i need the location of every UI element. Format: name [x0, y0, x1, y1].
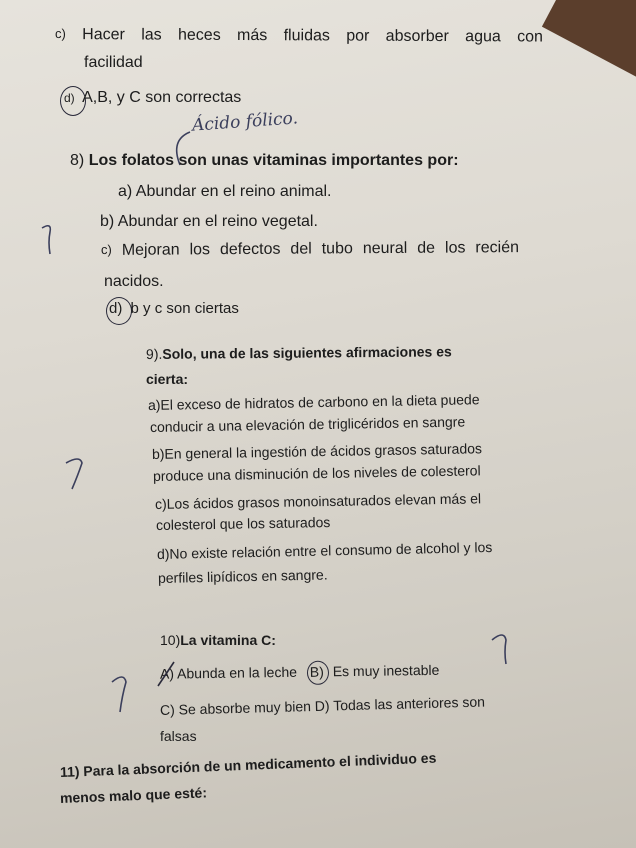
q10-number: 10) [160, 632, 181, 648]
q7-option-c-word: con [517, 28, 543, 46]
q7-option-c-word: más [237, 26, 268, 45]
q7-option-d-letter: d) [64, 91, 75, 105]
q11-line2-text: menos malo que esté: [59, 784, 208, 806]
q8-option-c-word: los [189, 241, 211, 259]
q10-option-b-letter: B) [309, 663, 324, 680]
q7-option-c-word: fluidas [283, 27, 330, 45]
q11-line1-text: 11) Para la absorción de un medicamento el individuo es [59, 749, 437, 780]
q8-question [70, 152, 459, 170]
q10-options-cd: C) Se absorbe muy bien D) Todas las anteriores son [159, 693, 486, 718]
q9-option-b-line2: produce una disminución de los niveles de colesterol [152, 462, 481, 484]
q9-option-b-line1: b)En general la ingestión de ácidos grasos saturados [151, 440, 483, 462]
q10-question-mark-right [488, 630, 514, 670]
q8-number: 8) [70, 152, 85, 169]
q8-option-d-letter: d) [109, 300, 123, 317]
q7-option-c-word: agua [465, 28, 501, 46]
q8-option-c-word: los [444, 239, 466, 257]
q8-option-b: b) Abundar en el reino vegetal. [100, 213, 318, 230]
q7-option-c-word: c) [54, 26, 66, 42]
q8-question-mark [38, 222, 58, 258]
q7-option-c-word: Hacer [82, 26, 125, 44]
q8-option-c-word: defectos [219, 240, 281, 259]
q9-option-d-line2: perfiles lipídicos en sangre. [157, 566, 328, 586]
q9-option-d-line1: d)No existe relación entre el consumo de alcohol y los [156, 538, 493, 562]
q7-option-c-word: absorber [385, 27, 449, 46]
q9-option-c-line2: colesterol que los saturados [155, 513, 331, 533]
q10-question-mark-left [108, 672, 134, 718]
q10-option-a-strike [156, 660, 180, 690]
q8-option-c-line2: nacidos. [104, 273, 164, 290]
q7-option-c-word: las [141, 26, 162, 44]
q10-option-b-circle [307, 661, 329, 685]
q7-option-c-word: por [346, 27, 370, 45]
q9-question-line1 [146, 343, 452, 362]
q8-option-d-text: b y c son ciertas [130, 300, 239, 317]
q8-option-c-word: Mejoran [121, 241, 180, 259]
q9-number: 9). [145, 345, 163, 362]
q10-option-a: A) Abunda en la leche [159, 663, 298, 682]
q8-option-d [109, 300, 239, 317]
q9-question-mark [62, 455, 90, 495]
q10-options-ab [160, 659, 440, 687]
q7-option-c-word: heces [177, 26, 221, 44]
q8-option-c-word: de [417, 239, 436, 257]
background-corner [542, 0, 636, 83]
q8-option-c-word: c) [100, 241, 112, 257]
q9-option-c-line1: c)Los ácidos grasos monoinsaturados elevan más el [154, 490, 482, 512]
q11-line2 [60, 784, 208, 806]
handwritten-note: Ácido fólico. [191, 108, 299, 136]
q10-options-cd-line2: falsas [160, 728, 197, 744]
q8-option-c-word: recién [475, 239, 520, 257]
q9-question-line2-text: cierta: [146, 371, 189, 387]
q7-option-d-text: A,B, y C son correctas [82, 89, 242, 106]
q10-question-text: La vitamina C: [180, 632, 276, 648]
q10-option-b-text: Es muy inestable [332, 661, 440, 680]
q7-option-c-line2: facilidad [84, 54, 143, 71]
q8-option-a: a) Abundar en el reino animal. [118, 183, 332, 200]
q8-option-c-word: neural [362, 239, 408, 258]
q10-question [160, 632, 276, 648]
q8-option-c-word: tubo [321, 240, 353, 258]
handwritten-arrow [150, 120, 210, 180]
q8-question-text: Los folatos son unas vitaminas importantes por: [88, 152, 459, 169]
q9-question-text: Solo, una de las siguientes afirmaciones es [162, 343, 452, 362]
q8-option-c-line1 [101, 239, 519, 260]
q7-option-c-line1 [55, 26, 543, 47]
q8-option-c-word: del [290, 240, 312, 258]
q11-line1 [60, 750, 437, 780]
q9-option-a-line1: a)El exceso de hidratos de carbono en la dieta puede [147, 391, 480, 413]
q9-question-line2 [146, 371, 188, 387]
q9-option-a-line2: conducir a una elevación de triglicéridos en sangre [149, 413, 466, 435]
q7-option-d [64, 89, 241, 107]
